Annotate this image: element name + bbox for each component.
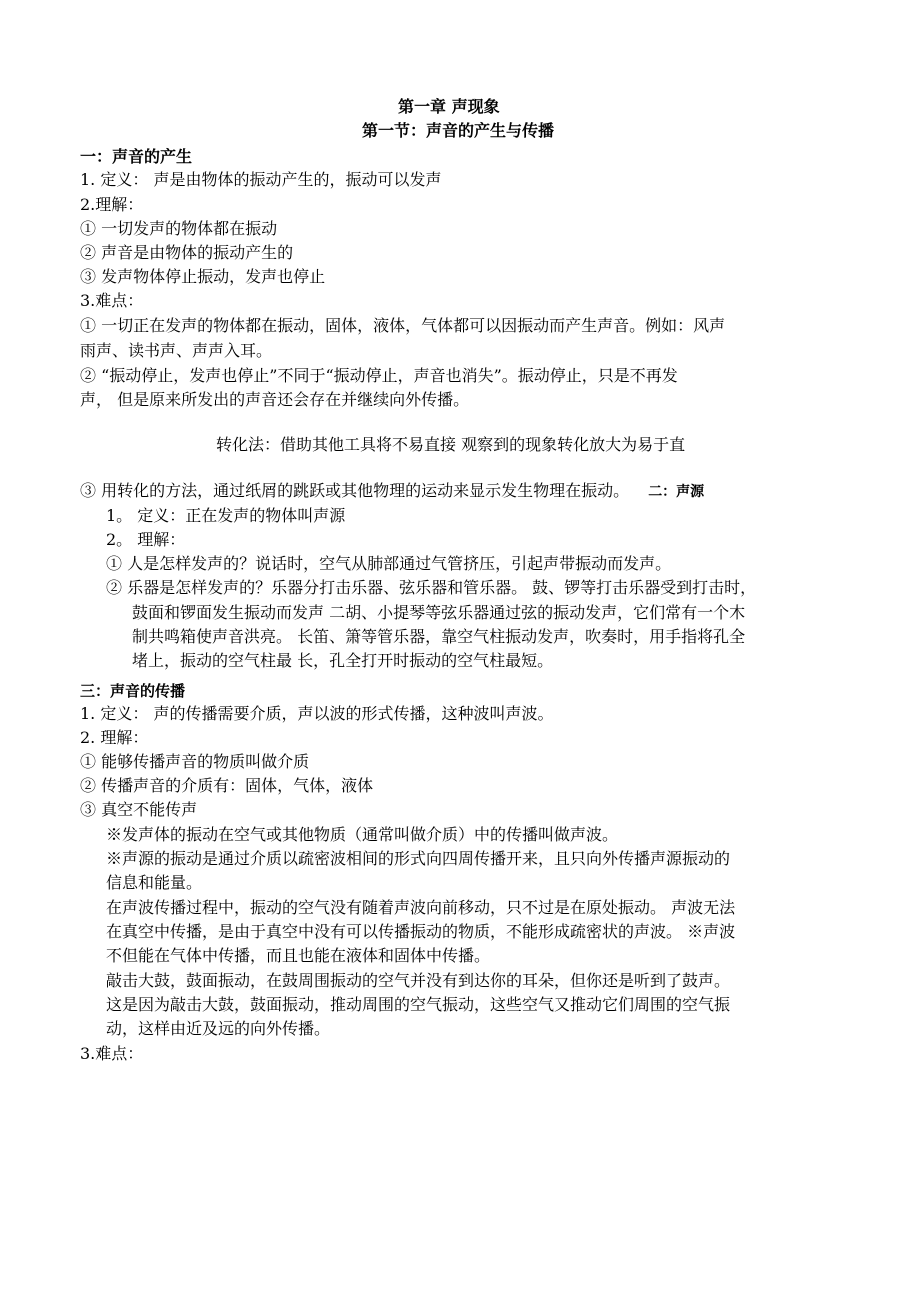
part3-understand-item: ③ 真空不能传声	[80, 800, 198, 819]
part3-definition: 1. 定义： 声的传播需要介质，声以波的形式传播，这种波叫声波。	[80, 704, 554, 723]
part3-note: ※声源的振动是通过介质以疏密波相间的形式向四周传播开来，且只向外传播声源振动的	[106, 849, 731, 868]
part3-note: 敲击大鼓，鼓面振动，在鼓周围振动的空气并没有到达你的耳朵，但你还是听到了鼓声。	[106, 971, 731, 990]
part1-item3-text: ③ 用转化的方法，通过纸屑的跳跃或其他物理的运动来显示发生物理在振动。	[80, 481, 630, 500]
part1-definition: 1. 定义： 声是由物体的振动产生的，振动可以发声	[80, 170, 442, 189]
part3-note: 这是因为敲击大鼓，鼓面振动，推动周围的空气振动，这些空气又推动它们周围的空气振	[106, 995, 731, 1014]
part2-item2-line: 鼓面和锣面发生振动而发声 二胡、小提琴等弦乐器通过弦的振动发声，它们常有一个木	[132, 603, 746, 622]
part1-heading: 一：声音的产生	[80, 147, 193, 166]
part1-difficulty-line: 声， 但是原来所发出的声音还会存在并继续向外传播。	[80, 390, 470, 409]
part1-difficulty-line: 雨声、读书声、声声入耳。	[80, 341, 273, 360]
part3-heading: 三：声音的传播	[80, 682, 186, 700]
part3-understand-label: 2. 理解：	[80, 728, 149, 747]
part1-understand-item: ③ 发声物体停止振动，发声也停止	[80, 267, 326, 286]
part1-difficulty-line: ① 一切正在发声的物体都在振动，固体，液体，气体都可以因振动而产生声音。例如：风声	[80, 316, 726, 335]
part1-understand-label: 2.理解：	[80, 195, 144, 214]
part3-understand-item: ② 传播声音的介质有：固体，气体，液体	[80, 776, 374, 795]
chapter-title: 第一章 声现象	[398, 97, 500, 116]
part3-note: 不但能在气体中传播，而且也能在液体和固体中传播。	[106, 946, 491, 965]
part2-understand-label: 2。 理解：	[106, 530, 186, 549]
part2-item2-line: ② 乐器是怎样发声的？乐器分打击乐器、弦乐器和管乐器。 鼓、锣等打击乐器受到打击时，	[106, 578, 757, 597]
part1-understand-item: ② 声音是由物体的振动产生的	[80, 243, 294, 262]
section-title: 第一节：声音的产生与传播	[362, 121, 555, 140]
conversion-method-note: 转化法：借助其他工具将不易直接 观察到的现象转化放大为易于直	[216, 435, 686, 454]
part3-understand-item: ① 能够传播声音的物质叫做介质	[80, 752, 310, 771]
part3-note: ※发声体的振动在空气或其他物质（通常叫做介质）中的传播叫做声波。	[106, 825, 619, 844]
part1-item3	[80, 480, 704, 503]
part3-note: 在声波传播过程中，振动的空气没有随着声波向前移动，只不过是在原处振动。 声波无法	[106, 898, 736, 917]
part2-item2-line: 堵上，振动的空气柱最 长，孔全打开时振动的空气柱最短。	[132, 651, 554, 670]
part2-heading: 二：声源	[648, 484, 705, 500]
part1-difficulty-label: 3.难点：	[80, 291, 144, 310]
part3-note: 信息和能量。	[106, 873, 203, 892]
part3-difficulty-label: 3.难点：	[80, 1044, 144, 1063]
part3-note: 在真空中传播，是由于真空中没有可以传播振动的物质，不能形成疏密状的声波。 ※声波	[106, 922, 736, 941]
part2-definition: 1。 定义：正在发声的物体叫声源	[106, 506, 346, 525]
part1-understand-item: ① 一切发声的物体都在振动	[80, 219, 278, 238]
part1-difficulty-line: ② “振动停止，发声也停止”不同于“振动停止，声音也消失”。振动停止，只是不再发	[80, 366, 678, 385]
part3-note: 动，这样由近及远的向外传播。	[106, 1019, 331, 1038]
part2-item2-line: 制共鸣箱使声音洪亮。 长笛、箫等管乐器，靠空气柱振动发声，吹奏时，用手指将孔全	[132, 627, 746, 646]
part2-item1: ① 人是怎样发声的？说话时，空气从肺部通过气管挤压，引起声带振动而发声。	[106, 554, 672, 573]
